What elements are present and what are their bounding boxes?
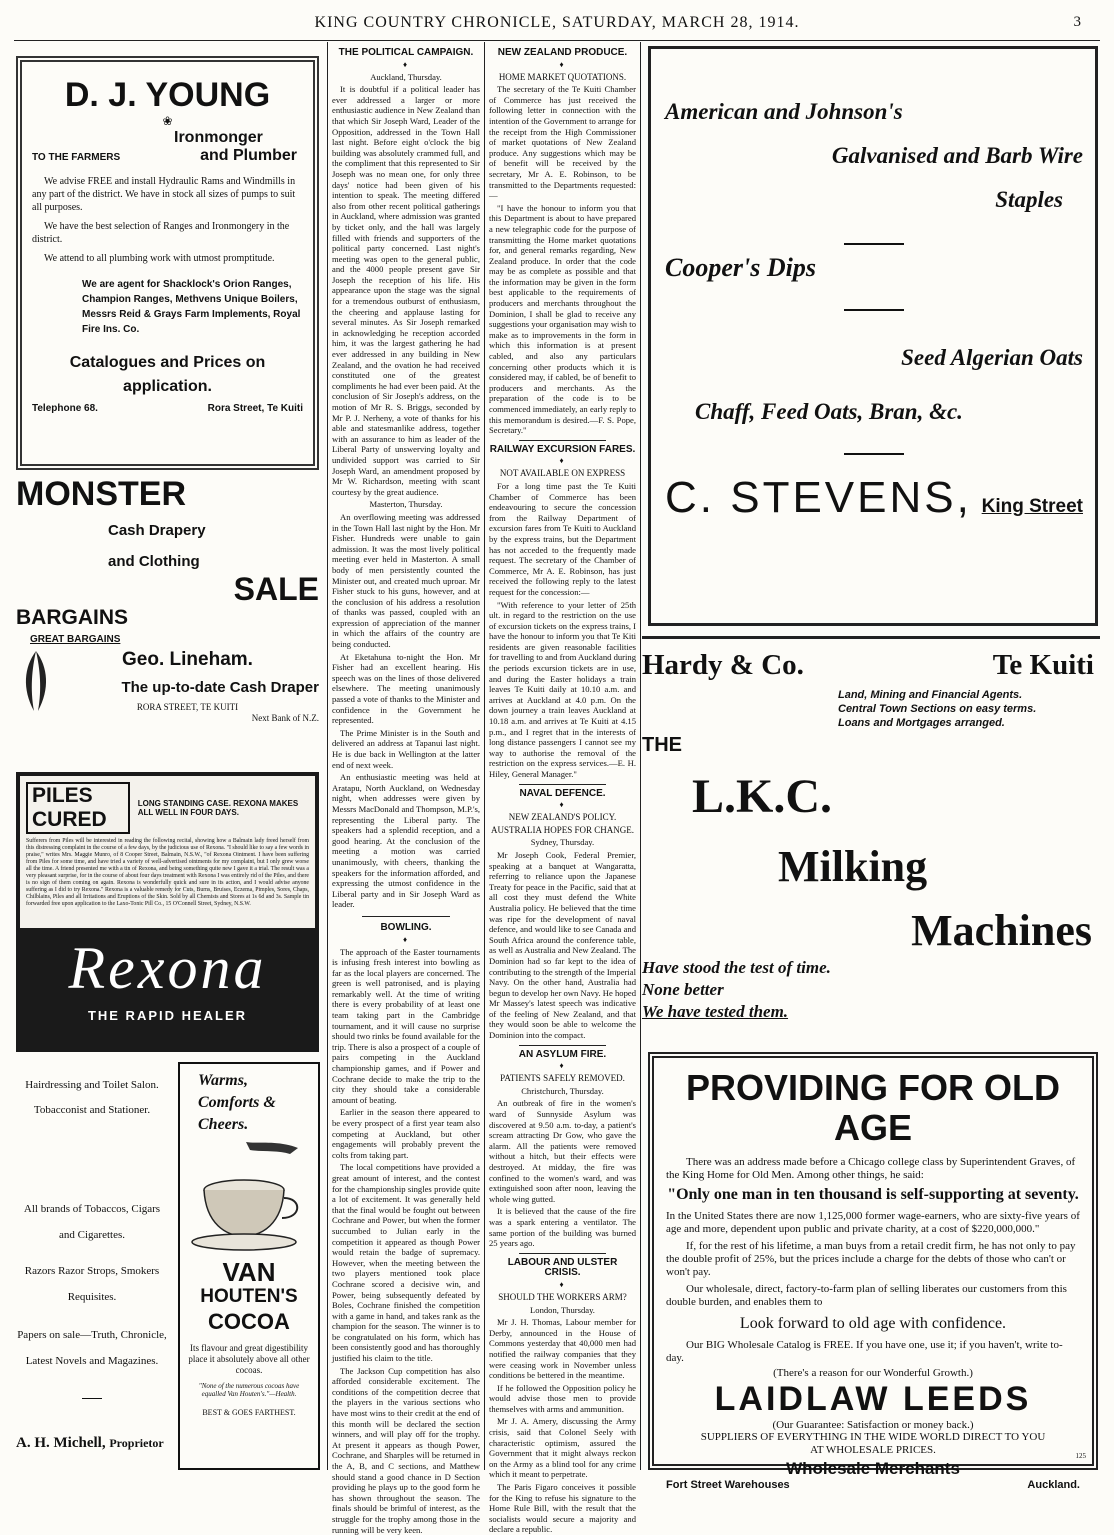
labour-para-2: If he followed the Opposition policy he would advise those men to provide themselves with arms and ammunition.	[489, 1382, 636, 1414]
labour-para-4: The Paris Figaro conceives it possible for the King to refuse his signature to the Home Rule Bill, with the result that the socialists would secure a majority and declare a republic.	[489, 1482, 636, 1535]
labour-subhead: SHOULD THE WORKERS ARM?	[498, 1291, 627, 1302]
michell-line-2: Tobacconist and Stationer.	[33, 1104, 151, 1116]
political-headline: THE POLITICAL CAMPAIGN.	[338, 47, 474, 58]
laidlaw-quote: "Only one man in ten thousand is self-supporting at seventy.	[667, 1186, 1079, 1203]
produce-para-2: "I have the honour to inform you that this Department is about to have prepared a new telegraphic code for the purpose of transmitting the Home market quotations for, and general remarks regarding, New Zealand produce. In order that the code may be as complete as possible and that the information may be given in the form best applicable to the requirements of producers and merchants throughout the Dominion, I shall be glad to receive any suggestions your organisation may wish to make as to improvements in the form in which this information is at present cabled, and also any particulars concerning other products which it is considered may, if cabled, be of benefit to producers and merchants. As the preparation of the code is to be commenced immediately, an early reply to this memorandum is desired.—F. S. Pope, Secretary."	[489, 202, 636, 436]
laidlaw-para-3: If, for the rest of his lifetime, a man buys from a retail credit firm, he has not only to pay the double profit of 25%, but the prices include a charge for the debts of those who can't or won't pay.	[666, 1240, 1076, 1278]
young-para-3: We attend to all plumbing work with utmost promptitude.	[44, 253, 275, 264]
rexona-body: Sufferers from Piles will be interested in reading the following recital, showing how a Balmain lady freed herself from this distressing complaint in the course of a few days, by the judicious use of Rexona. "I should like to say a few words in praise," writes Mrs. Maggie Munro, of 8 Cooper Street, Balmain, N.S.W., "of Rexona Ointment. I have been suffering from Piles for some time, and have tried a variety of well-advertised ointments for my complaint, but I only grew worse all the time. A friend presented me with a tin of Rexona, and being something quite new I gave it a trial. The result was a very pleasant surprise, for in the course of about four days treatment with Rexona I was entirely rid of the Piles, and there is no sign of them coming on again. Rexona is wonderfully quick and sure in its action, and I would advise anyone suffering as I did to try Rexona." Rexona is a valuable remedy for Cuts, Burns, Bruises, Eczema, Pimples, Sores, Chaps, Chilblains, Piles and all Irritations and Eruptions of the Skin. Sold by all Chemists and Stores at 1s 6d and 3s. Sample tin forwarded free upon application to the Laxo-Tonic Pill Co., 15 O'Connell Street, Sydney, N.S.W.	[26, 838, 309, 907]
laidlaw-brand: LAIDLAW LEEDS	[714, 1380, 1032, 1418]
michell-name: A. H. Michell,	[16, 1435, 106, 1451]
stevens-line-6: Chaff, Feed Oats, Bran, &c.	[695, 399, 963, 424]
laidlaw-para-6: (There's a reason for our Wonderful Growth.)	[773, 1367, 973, 1379]
bowling-para-3: The local competitions have provided a great amount of interest, and the contest for the championship singles provide quite a lot of excitement. It was generally held that the final would be fought out between Cochrane and Power, but when the former succumbed to Julian early in the competition it appeared as though Power would retain the badge of supremacy. However, when the meeting between the two players mentioned took place Cochrane scored a decisive win, and Power, being subsequently defeated by Boles, Cochrane finished the competition with a game in hand, and takes rank as the champion for the season. The winner is to be congratulated on his form, which has been consistently good and has thoroughly justified his claim to the title.	[332, 1162, 480, 1364]
young-advert	[16, 56, 319, 470]
political-dateline-2: Masterton, Thursday.	[369, 499, 443, 510]
hardy-line-3: Loans and Mortgages arranged.	[838, 717, 1005, 729]
young-trade-plumber: and Plumber	[200, 147, 297, 164]
labour-headline: LABOUR AND ULSTER CRISIS.	[507, 1256, 618, 1279]
young-address: Rora Street, Te Kuiti	[207, 403, 303, 414]
railway-para-1: For a long time past the Te Kuiti Chamber of Commerce has been endeavouring to secure the concession from the Railway Department of excursion fares from Te Kuiti to Auckland by the express trains, but the Department has not acceded to the frequently made request. The secretary of the Chamber of Commerce, Mr A. E. Robinson, has just received the following reply to the latest request for the concession:—	[489, 480, 636, 597]
stevens-line-3: Staples	[995, 187, 1063, 212]
stevens-line-4: Cooper's Dips	[665, 253, 816, 282]
produce-headline: NEW ZEALAND PRODUCE.	[497, 47, 628, 58]
naval-headline: NAVAL DEFENCE.	[519, 787, 606, 799]
laidlaw-para-4: Our wholesale, direct, factory-to-farm plan of selling liberates our customers from this double burden, and enables them to	[666, 1283, 1067, 1308]
michell-line-1: Hairdressing and Toilet Salon.	[25, 1079, 159, 1091]
laidlaw-auckland: Auckland.	[1027, 1479, 1080, 1491]
monster-name: Geo. Lineham.	[122, 649, 253, 670]
divider-dots: ♦	[559, 1279, 566, 1289]
stevens-advert	[648, 46, 1098, 626]
railway-para-2: "With reference to your letter of 25th ult. in regard to the restriction on the use of excursion tickets on the express trains, I have the honour to inform you that Te Kiti residents are given reasonable facilities for travelling to and from Auckland during the periods excursion tickets are in use, and during the Easter holidays a train leaves Te Kuiti daily at 10.10 a.m. and arrives at Auckland at 4.0 p.m. On the down journey a train leaves Auckland at 10.18 a.m. and arrives at Te Kuiti at 4.15 p.m., and I regret that in the interests of long distance passengers I cannot see my way to authorise the removal of the restriction on the express services.—E. H. Hiley, General Manager."	[489, 599, 637, 779]
monster-line-2: and Clothing	[108, 553, 200, 570]
masthead	[0, 14, 1114, 36]
hardy-milking: Milking	[778, 842, 928, 891]
michell-role: Proprietor	[109, 1436, 164, 1450]
political-para-2: An overflowing meeting was addressed in the Town Hall last night by the Hon. Mr Fisher. Hundreds were unable to gain admission. It was the most lively political meeting ever held in Masterton. A small body of men persistently counted the Minister out, and created much uproar. Mr Fisher stuck to his guns, however, and at the conclusion of his address a resolution of thanks was passed, coupled with an expression of appreciation of the manner in which the affairs of the country are being conducted.	[332, 511, 480, 650]
monster-street: RORA STREET, TE KUITI	[136, 702, 239, 712]
hardy-town: Te Kuiti	[992, 649, 1094, 681]
feather-icon	[16, 649, 56, 713]
hardy-tag-3: We have tested them.	[642, 1002, 789, 1021]
hardy-lkc: L.K.C.	[692, 770, 833, 823]
news-column-2	[489, 44, 637, 1535]
hardy-advert	[642, 636, 1100, 1048]
column-rule-3	[640, 42, 641, 1470]
produce-para-1: The secretary of the Te Kuiti Chamber of Commerce has just received the following letter in connection with the intention of the Government to arrange for the receipt from the High Commissioner of market quotations of New Zealand produce. Any suggestions which may be of benefit will be received by the secretary, Mr A. E. Robinson, to be transmitted to the Departments requested:—	[489, 84, 636, 201]
stevens-divider-3	[844, 453, 904, 455]
vanhouten-advert	[178, 1062, 320, 1470]
page-number: 3	[1073, 14, 1082, 30]
hardy-line-1: Land, Mining and Financial Agents.	[838, 689, 1023, 701]
young-para-2: We have the best selection of Ranges and Ironmongery in the district.	[32, 221, 290, 245]
divider-dots: ♦	[402, 59, 410, 69]
masthead-title: KING COUNTRY CHRONICLE, SATURDAY, MARCH 28, 1914.	[314, 14, 800, 31]
vanhouten-brand-3: COCOA	[208, 1309, 290, 1334]
laidlaw-wholesale: Wholesale Merchants	[786, 1459, 960, 1478]
hardy-tag-2: None better	[642, 980, 724, 999]
divider-dots: ♦	[559, 1061, 566, 1071]
laidlaw-para-1: There was an address made before a Chicago college class by Superintendent Graves, of the King Home for Old Men. Among other things, he said:	[666, 1156, 1076, 1181]
asylum-para-1: An outbreak of fire in the women's ward of Sunnyside Asylum was discovered at 9.50 a.m. to-day, a patient's scream attracting Dr Gow, who gave the alarm. All the patients were removed without a hitch, but their effects were destroyed. At midday, the fire was confined to the women's ward, and was extinguished soon after noon, leaving the whole wing gutted.	[489, 1098, 636, 1204]
naval-para: Mr Joseph Cook, Federal Premier, speaking at a banquet at Wangaratta, referring to reliance upon the Japanese Treaty for peace in the Pacific, said that at all cost they must defend the White Australia policy. He believed that the time was ripe for the development of naval defence, and would like to see Canada and South Africa around the conference table, as well as Australia and New Zealand. The Dominion had so far kept to the idea of contributing to the strength of the Imperial Navy. On the other hand, Australia had begun to develop her own Navy. He hoped Mr Massey's latest speech was indicative of the feeling of New Zealand, and that they would soon be able to welcome the Dominion into the compact.	[489, 849, 636, 1041]
vanhouten-flavour: Its flavour and great digestibility place it absolutely above all other cocoas.	[188, 1343, 310, 1375]
railway-subhead: NOT AVAILABLE ON EXPRESS	[499, 468, 626, 479]
stevens-name: C. STEVENS,	[665, 473, 972, 522]
hardy-tag-1: Have stood the test of time.	[642, 958, 831, 977]
stevens-line-5: Seed Algerian Oats	[901, 345, 1083, 370]
divider-dots: ♦	[559, 59, 566, 69]
laidlaw-suppliers: SUPPLIERS OF EVERYTHING IN THE WIDE WORLD DIRECT TO YOU AT WHOLESALE PRICES.	[700, 1431, 1046, 1456]
bowling-headline: BOWLING.	[380, 921, 432, 933]
monster-advert	[16, 474, 319, 764]
stevens-divider-1	[844, 243, 904, 245]
young-catalogue: Catalogues and Prices on application.	[69, 354, 266, 395]
laidlaw-fort: Fort Street Warehouses	[666, 1479, 790, 1491]
column-rule-2	[484, 42, 485, 1470]
rexona-title: PILES CURED	[26, 782, 130, 834]
column-rule-1	[327, 42, 328, 1470]
naval-subhead-2: AUSTRALIA HOPES FOR CHANGE.	[490, 824, 634, 835]
laidlaw-number: 125	[1075, 1452, 1086, 1460]
divider-dots: ♦	[559, 800, 566, 810]
political-dateline-1: Auckland, Thursday.	[370, 71, 442, 82]
monster-sale: SALE	[233, 571, 319, 607]
stevens-line-2: Galvanised and Barb Wire	[831, 143, 1083, 168]
labour-para-1: Mr J. H. Thomas, Labour member for Derby, announced in the House of Commons yesterday that 40,000 men had notified the railway companies that they were ceasing work in November unless conditions be bettered in the meantime.	[489, 1317, 636, 1381]
bowling-para-1: The approach of the Easter tournaments is infusing fresh interest into bowling as far as the local players are concerned. The green is well patronised, and is playing remarkably well. At the time of writing there is every probability of at least one team taking part in the Cambridge tournament, and it will cause no surprise should two rinks be found available for the trip. There is also a prospect of a couple of pairs competing in the Auckland championship games, and if Power and Cochrane decide to make the trip to the city they should take a considerable amount of beating.	[332, 946, 480, 1105]
labour-dateline: London, Thursday.	[530, 1304, 595, 1315]
hardy-machines: Machines	[911, 906, 1092, 955]
asylum-subhead: PATIENTS SAFELY REMOVED.	[500, 1073, 625, 1084]
vanhouten-brand-2: HOUTEN'S	[200, 1286, 298, 1307]
hardy-the: THE	[642, 734, 682, 756]
laidlaw-para-5: Our BIG Wholesale Catalog is FREE. If you have one, use it; if you haven't, write to-day.	[666, 1339, 1063, 1364]
bowling-para-4: The Jackson Cup competition has also afforded considerable excitement. The conditions of the competition decree that the players in the various sections who have most wins to their credit at the end of this month will be declared the section winners, and will play off for the trophy. At present it appears as though Power, Cochrane, and Sharples will be returned in the A, B, and C sections, and Matthew should stand a good chance in D Section providing he plays up to the good form he has shown throughout the season. The finals should be brimful of interest, as the struggle for the trophy among those in the running will be very keen.	[332, 1365, 480, 1535]
laidlaw-advert	[648, 1052, 1098, 1491]
naval-subhead-1: NEW ZEALAND'S POLICY.	[508, 812, 617, 823]
young-trade-ironmonger: Ironmonger	[174, 129, 263, 146]
political-para-5: An enthusiastic meeting was held at Aratapu, North Auckland, on Wednesday night, when addresses were given by Messrs MacDonald and Thompson, M.P.'s, representing the Liberal party. The speakers had a splendid reception, and a good hearing. At the conclusion of the meeting a motion was carried unanimously, with cheers, thanking the speakers for the information afforded, and expressing the utmost confidence in the Liberal party and in Sir Joseph Ward as leader.	[332, 772, 480, 910]
produce-subhead: HOME MARKET QUOTATIONS.	[498, 71, 627, 82]
masthead-rule	[14, 40, 1100, 41]
naval-dateline: Sydney, Thursday.	[530, 837, 595, 848]
michell-line-5: Papers on sale—Truth, Chronicle, Latest Novels and Magazines.	[17, 1329, 167, 1367]
laidlaw-para-2: In the United States there are now 1,125,000 former wage-earners, who are sixty-five years of age and more, dependent upon public and private charity, at a cost of $220,000,000."	[666, 1210, 1080, 1235]
michell-line-4: Razors Razor Strops, Smokers Requisites.	[24, 1265, 160, 1303]
vanhouten-warms: Warms, Comforts & Cheers.	[198, 1072, 276, 1133]
laidlaw-look: Look forward to old age with confidence.	[739, 1315, 1007, 1332]
rexona-brand: Rexona	[68, 935, 267, 1001]
young-name: D. J. YOUNG	[64, 76, 271, 114]
monster-title: MONSTER	[16, 475, 186, 513]
stevens-street: King Street	[981, 496, 1083, 517]
asylum-headline: AN ASYLUM FIRE.	[518, 1048, 607, 1060]
asylum-para-2: It is believed that the cause of the fire was a spark entering a ventilator. The same portion of the building was burned 25 years ago.	[489, 1206, 636, 1249]
young-emblem-icon: ❀	[162, 114, 173, 128]
michell-advert	[16, 1062, 168, 1472]
rexona-side: LONG STANDING CASE. REXONA MAKES ALL WELL IN FOUR DAYS.	[137, 799, 299, 817]
rexona-healer: THE RAPID HEALER	[87, 1008, 248, 1023]
bowling-para-2: Earlier in the season there appeared to be every prospect of a first year team also competing at Auckland, but other engagements will probably prevent the colts from taking part.	[332, 1107, 480, 1160]
young-agent: We are agent for Shacklock's Orion Ranges, Champion Ranges, Methvens Unique Boilers, Messrs Reid & Grays Farm Implements, Royal Fire Ins. Co.	[82, 279, 301, 335]
vanhouten-brand-1: VAN	[222, 1257, 276, 1287]
monster-great: GREAT BARGAINS	[30, 634, 121, 645]
divider-dots: ♦	[559, 456, 566, 466]
vanhouten-quote: "None of the numerous cocoas have equalled Van Houten's."—Health.	[198, 1382, 300, 1398]
young-farmers: TO THE FARMERS	[32, 152, 121, 163]
railway-headline: RAILWAY EXCURSION FARES.	[489, 443, 636, 455]
laidlaw-title: PROVIDING FOR OLD AGE	[685, 1067, 1060, 1148]
laidlaw-guarantee: (Our Guarantee: Satisfaction or money back.)	[772, 1419, 974, 1431]
political-para-1: It is doubtful if a political leader has ever addressed a larger or more enthusiastic audience in New Zealand than that which Sir Joseph Ward, Leader of the Opposition, addressed in the Town Hall last night. Before eight o'clock the big building was absolutely crammed full, and the compliment that this represented to Sir Joseph was no mean one, for only three days' notice had been given of his intention to speak. The meeting differed also from other recent political gatherings in Auckland, where admission was granted by ticket only, and the hall was largely filled with friends and supporters of the political party concerned. Last night's meeting was open to the general public, and the 4000 people present gave Sir Joseph the reception of his life. His appearance upon the stage was the signal for a tremendous outburst of enthusiasm, the cheering and applause lasting for several minutes. As Sir Joseph remarked in acknowledging he reception accorded him, it was the largest gathering he had ever addressed in any building in New Zealand, and the ovation he had received constituted one of the greatest compliments he had ever been paid. At the conclusion of Sir Joseph's address, on the motion of Mr R. S. Briggs, seconded by Mr P. J. Nerheny, a vote of thanks for his able and statesmanlike address, together with an assurance to him as leader of the Liberal Party of unswerving loyalty and undivided support was carried to Sir Joseph Ward, an amendment proposed by Mr W. Richardson, meeting with scant courtesy by the great audience.	[332, 84, 480, 497]
monster-tagline: The up-to-date Cash Draper	[121, 679, 319, 696]
young-para-1: We advise FREE and install Hydraulic Rams and Windmills in any part of the district. We have in stock all sizes of pumps to suit all purposes.	[32, 176, 296, 213]
political-para-4: The Prime Minister is in the South and delivered an address at Tapanui last night. He is due back in Wellington at the latter end of next week.	[332, 727, 480, 770]
monster-bargains: BARGAINS	[16, 606, 129, 629]
vanhouten-best: BEST & GOES FARTHEST.	[202, 1408, 296, 1417]
michell-divider	[82, 1398, 102, 1399]
cocoa-cup-icon	[186, 1136, 312, 1254]
stevens-divider-2	[844, 309, 904, 311]
rexona-advert	[16, 772, 319, 1052]
divider-dots: ♦	[402, 934, 410, 944]
labour-para-3: Mr J. A. Amery, discussing the Army crisis, said that Colonel Seely with characteristic optimism, assured the Government that it might always reckon on the Army as a blind tool for any crime which it meant to perpetrate.	[489, 1416, 636, 1480]
monster-next: Next Bank of N.Z.	[251, 713, 319, 723]
hardy-name: Hardy & Co.	[642, 649, 804, 681]
hardy-line-2: Central Town Sections on easy terms.	[838, 703, 1037, 715]
young-telephone: Telephone 68.	[32, 403, 98, 414]
asylum-dateline: Christchurch, Thursday.	[521, 1085, 604, 1096]
michell-line-3: All brands of Tobaccos, Cigars and Cigarettes.	[23, 1203, 161, 1241]
stevens-line-1: American and Johnson's	[665, 99, 903, 124]
news-column-1	[332, 44, 480, 1535]
political-para-3: At Eketahuna to-night the Hon. Mr Fisher had an excellent hearing. His speech was on the lines of those delivered elsewhere. The meeting unanimously passed a vote of thanks to the Minister and confidence in the Government he represented.	[332, 651, 480, 726]
monster-line-1: Cash Drapery	[108, 522, 206, 539]
